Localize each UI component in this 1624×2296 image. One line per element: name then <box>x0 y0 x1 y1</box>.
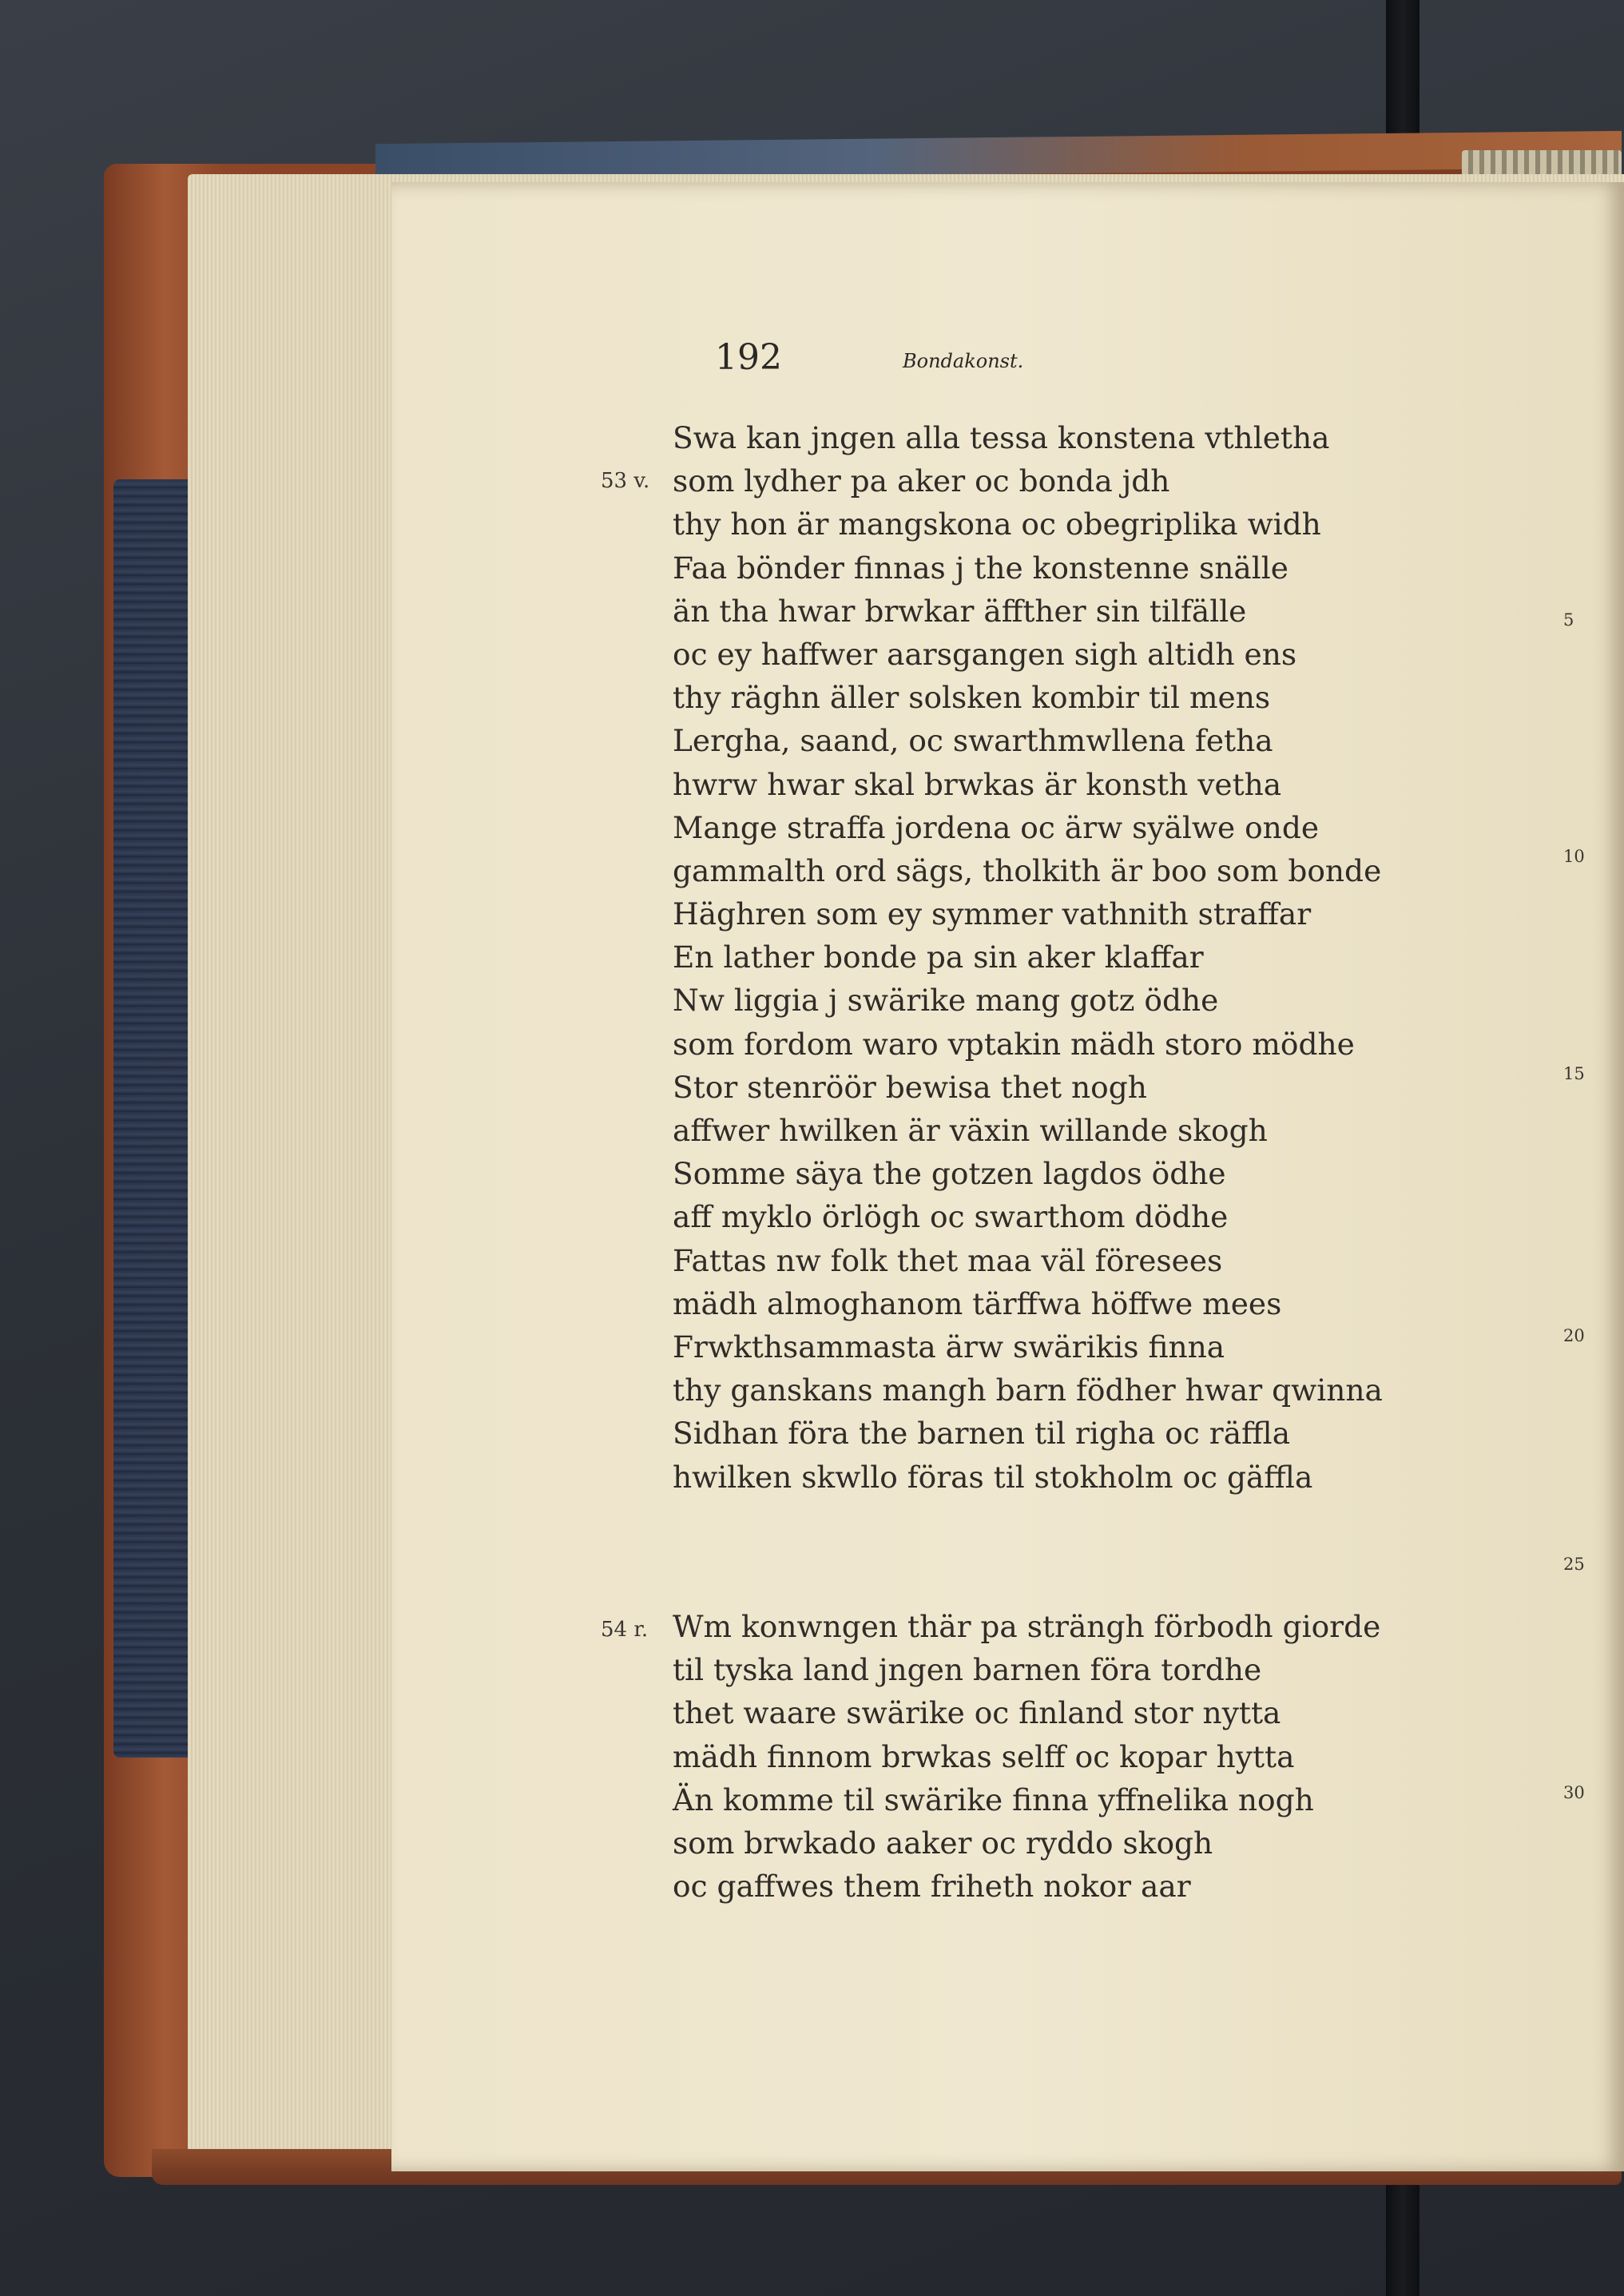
verse-line: som brwkado aaker oc ryddo skogh <box>673 1825 1213 1861</box>
verse-line: än tha hwar brwkar äffther sin tilfälle <box>673 593 1247 629</box>
verse-line: Häghren som ey symmer vathnith straffar <box>673 896 1312 932</box>
running-head: Bondakonst. <box>903 350 1024 372</box>
line-number: 5 <box>1563 610 1574 630</box>
verse-line: Frwkthsammasta ärw swärikis finna <box>673 1329 1225 1364</box>
verse-line: En lather bonde pa sin aker klaffar <box>673 939 1204 975</box>
line-number: 25 <box>1563 1555 1585 1574</box>
line-number: 15 <box>1563 1064 1585 1083</box>
verse-line: oc gaffwes them friheth nokor aar <box>673 1869 1191 1905</box>
verse-line: Lergha, saand, oc swarthmwllena fetha <box>673 723 1273 759</box>
verse-line: som fordom waro vptakin mädh storo mödhe <box>673 1026 1355 1062</box>
verse-line: til tyska land jngen barnen föra tordhe <box>673 1652 1262 1688</box>
line-number: 20 <box>1563 1326 1585 1345</box>
verse-line: mädh finnom brwkas selff oc kopar hytta <box>673 1738 1295 1774</box>
verse-line: Wm konwngen thär pa strängh förbodh giorde <box>673 1609 1381 1644</box>
verse-line: affwer hwilken är växin willande skogh <box>673 1113 1268 1148</box>
line-number: 30 <box>1563 1783 1585 1802</box>
verse-line: Stor stenröör bewisa thet nogh <box>673 1069 1147 1105</box>
verse-line: thy ganskans mangh barn födher hwar qwinna <box>673 1372 1383 1408</box>
verse-line: Faa bönder finnas j the konstenne snälle <box>673 550 1288 586</box>
verse-line: Nw liggia j swärike mang gotz ödhe <box>673 983 1219 1019</box>
page-number: 192 <box>715 337 782 378</box>
line-number: 10 <box>1563 847 1585 866</box>
verse-line: thet waare swärike oc finland stor nytta <box>673 1695 1281 1731</box>
verse-block-2 <box>673 1605 1380 1908</box>
verse-line: thy hon är mangskona oc obegriplika widh <box>673 506 1321 542</box>
verse-line: oc ey haffwer aarsgangen sigh altidh ens <box>673 636 1297 672</box>
verse-line: som lydher pa aker oc bonda jdh <box>673 463 1170 499</box>
folio-marker: 54 r. <box>601 1618 649 1642</box>
folio-marker: 53 v. <box>601 469 650 493</box>
verse-line: thy räghn äller solsken kombir til mens <box>673 680 1271 716</box>
verse-line: hwilken skwllo föras til stokholm oc gäffla <box>673 1459 1313 1495</box>
verse-block-1 <box>673 416 1383 1499</box>
verse-line: Än komme til swärike finna yffnelika nogh <box>673 1782 1314 1817</box>
verse-line: aff myklo örlögh oc swarthom dödhe <box>673 1199 1229 1235</box>
verse-line: mädh almoghanom tärffwa höffwe mees <box>673 1285 1282 1321</box>
verse-line: Fattas nw folk thet maa väl föresees <box>673 1242 1223 1278</box>
verse-line: hwrw hwar skal brwkas är konsth vetha <box>673 766 1282 802</box>
verse-line: Swa kan jngen alla tessa konstena vthletha <box>673 420 1330 455</box>
verse-line: gammalth ord sägs, tholkith är boo som bonde <box>673 852 1382 888</box>
verse-line: Mange straffa jordena oc ärw syälwe onde <box>673 809 1320 845</box>
verse-line: Sidhan föra the barnen til righa oc räffla <box>673 1416 1291 1452</box>
verse-line: Somme säya the gotzen lagdos ödhe <box>673 1156 1226 1192</box>
